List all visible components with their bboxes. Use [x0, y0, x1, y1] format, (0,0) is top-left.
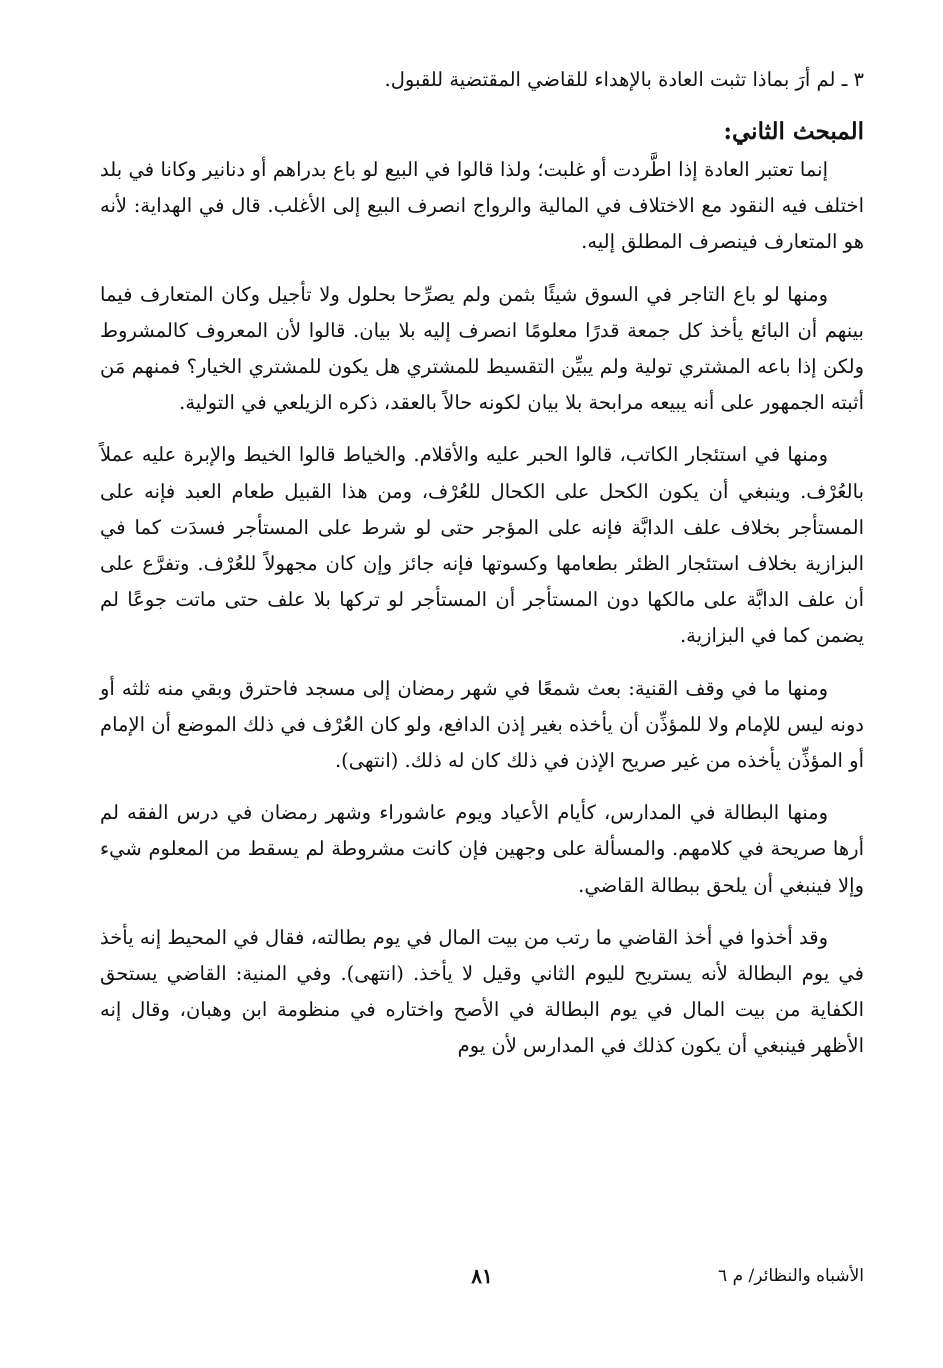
paragraph-6: وقد أخذوا في أخذ القاضي ما رتب من بيت المال في يوم بطالته، فقال في المحيط إنه يأخذ في يوم البطالة لأنه يستريح لليوم الثاني وقيل لا يأخذ. (انتهى). وفي المنية: القاضي يستحق الكفاية من بيت المال في يوم البطالة في الأصح واختاره في منظومة ابن وهبان، وقال إنه الأظهر فينبغي أن يكون كذلك في المدارس لأن يوم — [100, 925, 864, 1058]
section-heading: المبحث الثاني: — [723, 118, 864, 145]
paragraph-5: ومنها البطالة في المدارس، كأيام الأعياد ويوم عاشوراء وشهر رمضان في درس الفقه لم أرها صريحة في كلامهم. والمسألة على وجهين فإن كانت مشروطة لم يسقط من المعلوم شيء وإلا فينبغي أن يلحق ببطالة القاضي. — [100, 801, 864, 897]
paragraph-2: ومنها لو باع التاجر في السوق شيئًا بثمن ولم يصرِّحا بحلول ولا تأجيل وكان المتعارف فيما بينهم أن البائع يأخذ كل جمعة قدرًا معلومًا انصرف إليه بلا بيان. قالوا لأن المعروف كالمشروط ولكن إذا باعه المشتري تولية ولم يبيِّن التقسيط للمشتري هل يكون للمشتري الخيار؟ فمنهم مَن أثبته الجمهور على أنه يبيعه مرابحة بلا بيان لكونه حالاً بالعقد، ذكره الزيلعي في التولية. — [100, 282, 864, 415]
list-item-3: ٣ ـ لم أرَ بماذا تثبت العادة بالإهداء للقاضي المقتضية للقبول. — [384, 68, 864, 91]
page-body — [100, 62, 864, 1065]
paragraph-3: ومنها في استئجار الكاتب، قالوا الحبر عليه والأقلام. والخياط قالوا الخيط والإبرة عليه عملاً بالعُرْف. وينبغي أن يكون الكحل على الكحال للعُرْف، ومن هذا القبيل طعام العبد فإنه على المستأجر بخلاف علف الدابَّة فإنه على المؤجر حتى لو شرط على المستأجر فسدَت كما في البزازية بخلاف استئجار الظئر بطعامها وكسوتها فإنه جائز وإن كان مجهولاً للعُرْف. وتفرَّع على أن علف الدابَّة على مالكها دون المستأجر أن المستأجر لو تركها بلا علف حتى ماتت جوعًا لم يضمن كما في البزازية. — [100, 443, 864, 648]
page-number: ٨١ — [471, 1264, 493, 1288]
page-footer — [100, 1262, 864, 1302]
book-reference: الأشباه والنظائر/ م ٦ — [718, 1266, 864, 1286]
paragraph-4: ومنها ما في وقف القنية: بعث شمعًا في شهر رمضان إلى مسجد فاحترق وبقي منه ثلثه أو دونه ليس للإمام ولا للمؤذِّن أن يأخذه بغير إذن الدافع، ولو كان العُرْف في ذلك الموضع أن الإمام أو المؤذِّن يأخذه من غير صريح الإذن في ذلك كان له ذلك. (انتهى). — [100, 676, 864, 773]
paragraph-1: إنما تعتبر العادة إذا اطَّردت أو غلبت؛ ولذا قالوا في البيع لو باع بدراهم أو دنانير وكانا في بلد اختلف فيه النقود مع الاختلاف في المالية والرواج انصرف البيع إلى الأغلب. قال في الهداية: لأنه هو المتعارف فينصرف المطلق إليه. — [100, 158, 864, 254]
